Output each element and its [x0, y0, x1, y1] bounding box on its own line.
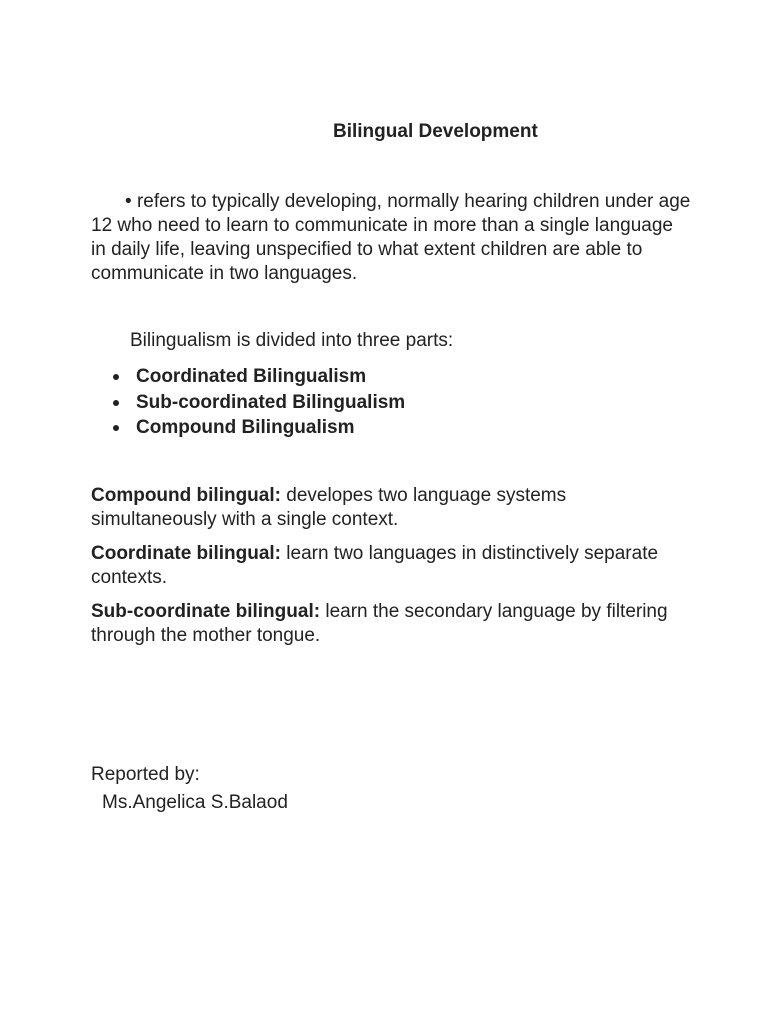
- list-item: [110, 415, 405, 441]
- list-item: [110, 390, 405, 416]
- bullet-dot-icon: [113, 425, 119, 431]
- reported-by-label: Reported by:: [91, 764, 200, 785]
- definition-paragraph: [91, 542, 671, 590]
- bullet-dot-icon: [113, 374, 119, 380]
- definition-term: Compound bilingual:: [91, 485, 281, 506]
- part-label: Sub-coordinated Bilingualism: [136, 391, 406, 413]
- divided-text: Bilingualism is divided into three parts:: [130, 330, 454, 351]
- definition-text: developes two language systems simultaneously with a single context.: [91, 485, 567, 530]
- definition-paragraph: [91, 484, 671, 532]
- parts-list: [110, 364, 405, 441]
- part-label: Coordinated Bilingualism: [136, 366, 367, 387]
- list-item: [110, 364, 405, 390]
- intro-text: refers to typically developing, normally hearing children under age 12 who need to learn to communicate in more than a single language in daily life, leaving unspecified to what extent children are able to communicate in two languages.: [91, 191, 691, 284]
- reporter-name: Ms.Angelica S.Balaod: [102, 792, 288, 813]
- intro-paragraph: [91, 190, 691, 286]
- intro-bullet: •: [125, 191, 132, 212]
- definitions-section: [91, 484, 671, 658]
- definition-paragraph: [91, 600, 671, 648]
- bullet-dot-icon: [113, 400, 119, 406]
- definition-text: learn the secondary language by filtering through the mother tongue.: [91, 601, 668, 646]
- definition-term: Coordinate bilingual:: [91, 543, 281, 564]
- definition-term: Sub-coordinate bilingual:: [91, 601, 321, 622]
- document-title: Bilingual Development: [333, 121, 538, 142]
- definition-text: learn two languages in distinctively separate contexts.: [91, 543, 659, 588]
- part-label: Compound Bilingualism: [136, 417, 355, 438]
